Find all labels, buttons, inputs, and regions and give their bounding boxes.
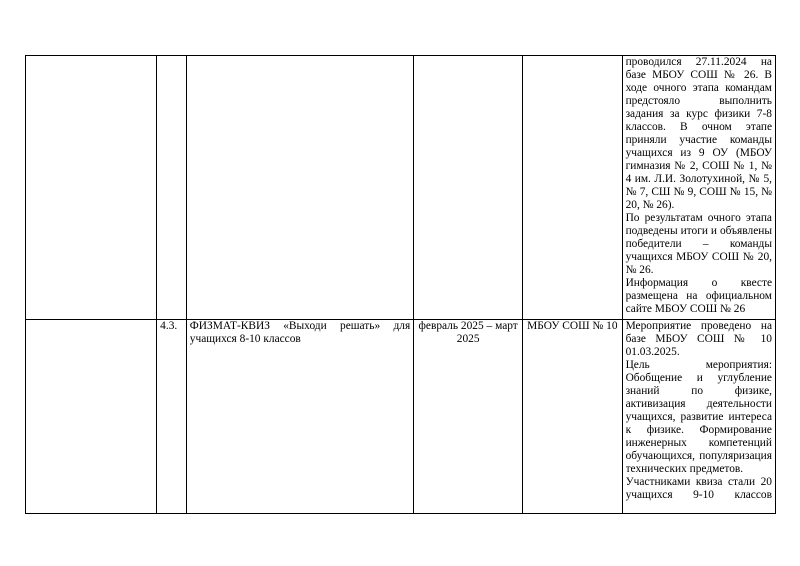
cell-result	[622, 56, 775, 320]
cell-place: МБОУ СОШ № 10	[523, 320, 622, 514]
result-paragraph: По результатам очного этапа подведены итоги и объявлены победители – команды учащихся МБОУ СОШ № 20, № 26.	[625, 212, 772, 276]
result-paragraph: проводился 27.11.2024 на базе МБОУ СОШ № 26. В ходе очного этапа командам предстояло выполнить задания за курс физики 7-8 классов. В очном этапе приняли участие команды учащихся из 9 ОУ (МБОУ гимназия № 2, СОШ № 1, № 4 им. Л.И. Золотухиной, № 5, № 7, СШ № 9, СОШ № 15, № 20, № 26).	[625, 56, 772, 211]
cell-event: ФИЗМАТ-КВИЗ «Выходи решать» для учащихся 8-10 классов	[186, 320, 413, 514]
result-paragraph: Информация о квесте размещена на официальном сайте МБОУ СОШ № 26	[625, 277, 772, 315]
document-table	[25, 55, 776, 514]
cell-dates: февраль 2025 – март 2025	[414, 320, 523, 514]
result-paragraph: Цель мероприятия: Обобщение и углубление знаний по физике, активизация деятельности учащихся, развитие интереса к физике. Формирование инженерных компетенций обучающихся, популяризация технических предметов.	[625, 359, 772, 475]
cell-empty	[26, 320, 157, 514]
table-row	[26, 320, 776, 514]
result-paragraph: Участниками квиза стали 20 учащихся 9-10 классов	[625, 476, 772, 501]
cell-empty	[26, 56, 157, 320]
cell-event	[186, 56, 413, 320]
result-clip	[626, 320, 772, 502]
cell-result	[622, 320, 775, 514]
cell-dates	[414, 56, 523, 320]
cell-number: 4.3.	[157, 320, 187, 514]
cell-number	[157, 56, 187, 320]
result-paragraph: Мероприятие проведено на базе МБОУ СОШ № 10 01.03.2025.	[625, 320, 772, 358]
cell-place	[523, 56, 622, 320]
table-row	[26, 56, 776, 320]
